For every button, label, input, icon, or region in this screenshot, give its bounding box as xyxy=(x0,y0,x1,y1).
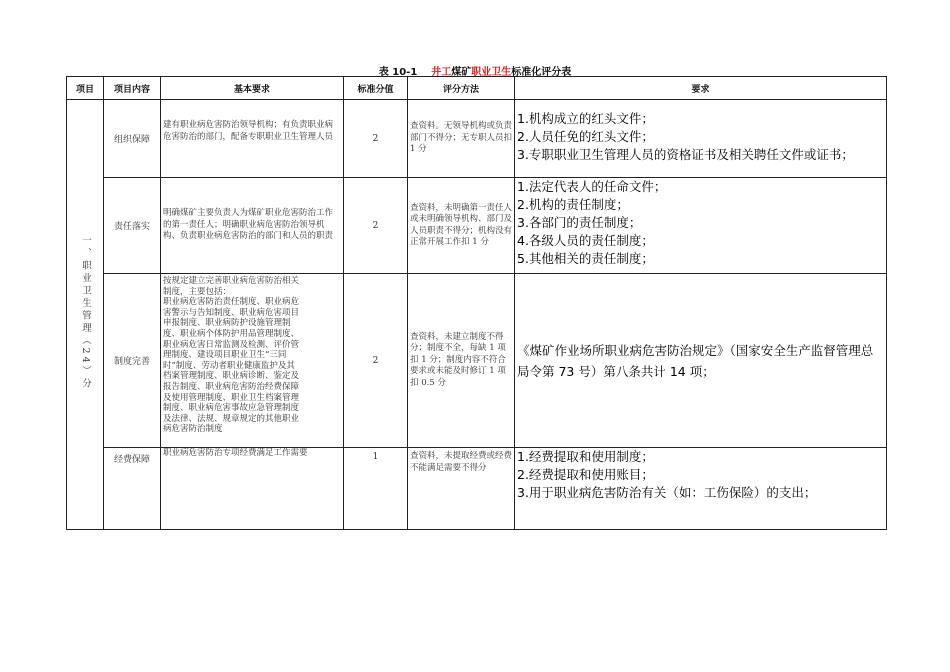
basic-line: 报告制度、职业病危害防治经费保障 xyxy=(163,381,300,392)
method-cell: 查资料，未明确第一责任人或未明确领导机构、部门及人员职责不得分；机构没有正常开展工作扣 1 分 xyxy=(408,178,515,274)
item-cell: 制度完善 xyxy=(104,274,161,448)
requirement-line: 1.经费提取和使用制度； xyxy=(517,449,654,464)
requirement-line: 2.机构的责任制度； xyxy=(517,197,629,212)
basic-cell: 建有职业病危害防治领导机构；有负责职业病危害防治的部门，配备专职职业卫生管理人员 xyxy=(161,100,344,178)
header-basic: 基本要求 xyxy=(161,77,344,100)
requirement-line: 2.经费提取和使用账目； xyxy=(517,467,654,482)
basic-line: 制度、职业病危害事故应急管理制度 xyxy=(163,403,300,414)
header-score: 标准分值 xyxy=(344,77,408,100)
requirement-line: 1.法定代表人的任命文件； xyxy=(517,179,667,194)
basic-line: 职业病危害防治责任制度、职业病危 xyxy=(163,297,300,308)
basic-cell: 明确煤矿主要负责人为煤矿职业危害防治工作的第一责任人；明确职业病危害防治领导机构、负责职业病危害防治的部门和人员的职责 xyxy=(161,178,344,274)
basic-line: 病危害防治制度 xyxy=(163,424,223,435)
requirement-cell xyxy=(515,100,887,178)
score-cell: 2 xyxy=(344,274,408,448)
title-suffix: 标准化评分表 xyxy=(511,67,572,78)
basic-line: 理制度、建设项目职业卫生“三同 xyxy=(163,350,287,361)
section-label: 一、职业卫生管理（24）分 xyxy=(80,234,91,391)
requirement-line: 4.各级人员的责任制度； xyxy=(517,233,654,248)
header-method: 评分方法 xyxy=(408,77,515,100)
requirement-line: 《煤矿作业场所职业病危害防治规定》（国家安全生产监督管理总局令第 73 号）第八条共计 14 项； xyxy=(517,342,874,379)
basic-line: 及法律、法规、规章规定的其他职业 xyxy=(163,413,300,424)
requirement-line: 3.各部门的责任制度； xyxy=(517,215,642,230)
method-cell: 查资料，未提取经费或经费不能满足需要不得分 xyxy=(408,448,515,530)
requirement-line: 1.机构成立的红头文件； xyxy=(517,111,654,126)
item-cell: 组织保障 xyxy=(104,100,161,178)
requirement-cell xyxy=(515,178,887,274)
table-row xyxy=(67,100,887,178)
table-row xyxy=(67,178,887,274)
title-red-2: 职业卫生 xyxy=(471,67,512,78)
basic-line: 档案管理制度、职业病诊断、鉴定及 xyxy=(163,371,300,382)
method-cell: 查资料，未建立制度不得分；制度不全，每缺 1 项扣 1 分；制度内容不符合要求或未能及时修订 1 项扣 0.5 分 xyxy=(408,274,515,448)
basic-line: 职业病危害日常监测及检测、评价管 xyxy=(163,339,300,350)
requirement-cell xyxy=(515,448,887,530)
requirement-line: 2.人员任免的红头文件； xyxy=(517,129,654,144)
basic-line: 按规定建立完善职业病危害防治相关 xyxy=(163,276,300,286)
item-cell: 经费保障 xyxy=(104,448,161,530)
basic-line: 害警示与告知制度、职业病危害项目 xyxy=(163,307,300,318)
basic-line: 申报制度、职业病防护设施管理制 xyxy=(163,318,291,329)
header-requirement: 要求 xyxy=(515,77,887,100)
requirement-line: 3.专职职业卫生管理人员的资格证书及相关聘任文件或证书； xyxy=(517,147,854,162)
header-row xyxy=(67,77,887,100)
basic-line: 时”制度、劳动者职业健康监护及其 xyxy=(163,360,295,371)
score-cell: 1 xyxy=(344,448,408,530)
score-table xyxy=(66,76,887,530)
basic-line: 度、职业病个体防护用品管理制度、 xyxy=(163,328,300,339)
basic-cell xyxy=(161,274,344,448)
basic-cell: 职业病危害防治专项经费满足工作需要 xyxy=(161,448,344,530)
title-mid: 煤矿 xyxy=(451,67,472,78)
table-row xyxy=(67,448,887,530)
score-cell: 2 xyxy=(344,178,408,274)
basic-line: 制度，主要包括： xyxy=(163,286,232,297)
basic-line: 及使用管理制度、职业卫生档案管理 xyxy=(163,392,300,403)
title-prefix: 表 10-1 xyxy=(378,67,418,78)
header-project: 项目 xyxy=(67,77,104,100)
score-cell: 2 xyxy=(344,100,408,178)
requirement-line: 5.其他相关的责任制度； xyxy=(517,251,654,266)
table-row xyxy=(67,274,887,448)
method-cell: 查资料。无领导机构或负责部门不得分；无专职人员扣 1 分 xyxy=(408,100,515,178)
header-content: 项目内容 xyxy=(104,77,161,100)
requirement-cell xyxy=(515,274,887,448)
title-red-1: 井工 xyxy=(431,67,452,78)
section-cell xyxy=(67,100,104,530)
item-cell: 责任落实 xyxy=(104,178,161,274)
requirement-line: 3.用于职业病危害防治有关（如：工伤保险）的支出； xyxy=(517,485,817,500)
